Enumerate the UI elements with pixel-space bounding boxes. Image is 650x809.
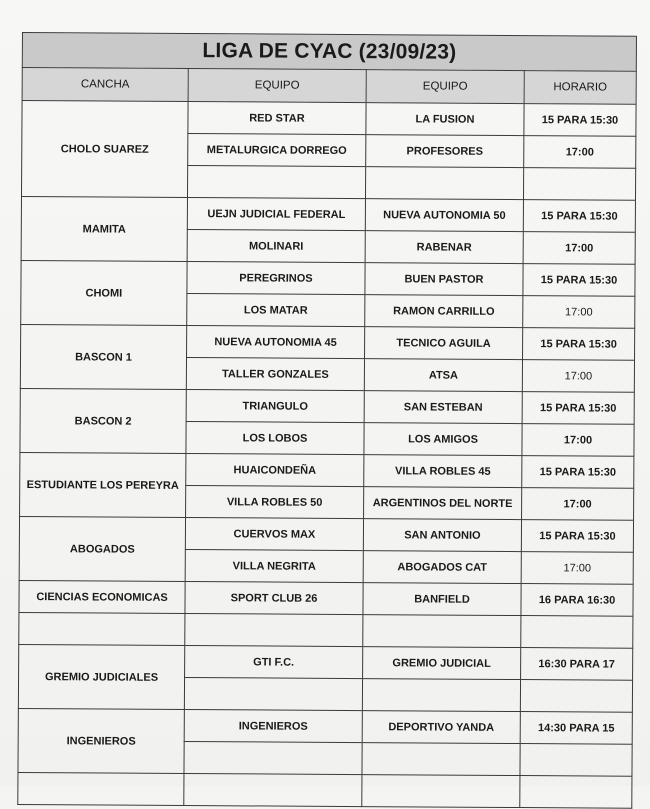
home-team-cell: PEREGRINOS bbox=[187, 262, 365, 295]
horario-cell: 16:30 PARA 17 bbox=[521, 648, 633, 681]
table-row bbox=[21, 324, 635, 360]
header-cancha: CANCHA bbox=[22, 68, 188, 102]
horario-cell: 15 PARA 15:30 bbox=[522, 456, 634, 489]
header-equipo-away: EQUIPO bbox=[366, 70, 524, 104]
home-team-cell: RED STAR bbox=[188, 102, 366, 135]
home-team-cell: HUAICONDEÑA bbox=[186, 454, 364, 487]
table-row bbox=[22, 101, 636, 137]
header-horario: HORARIO bbox=[524, 71, 636, 105]
away-team-cell: BUEN PASTOR bbox=[365, 263, 523, 296]
horario-cell: 17:00 bbox=[521, 552, 633, 585]
away-team-cell bbox=[365, 167, 523, 200]
away-team-cell: RAMON CARRILLO bbox=[365, 295, 523, 328]
table-row bbox=[20, 388, 634, 424]
home-team-cell: LOS MATAR bbox=[187, 294, 365, 327]
table-row bbox=[18, 708, 632, 744]
away-team-cell: ABOGADOS CAT bbox=[363, 551, 521, 584]
fixture-table bbox=[17, 32, 637, 809]
away-team-cell bbox=[362, 775, 520, 808]
away-team-cell bbox=[363, 615, 521, 648]
home-team-cell bbox=[185, 614, 363, 647]
home-team-cell: SPORT CLUB 26 bbox=[185, 582, 363, 615]
cancha-cell: MAMITA bbox=[21, 196, 187, 261]
home-team-cell: VILLA ROBLES 50 bbox=[186, 486, 364, 519]
table-row bbox=[18, 772, 632, 808]
cancha-cell: BASCON 1 bbox=[20, 324, 186, 389]
cancha-cell: CIENCIAS ECONOMICAS bbox=[19, 580, 185, 613]
cancha-cell bbox=[18, 772, 184, 805]
horario-cell bbox=[520, 776, 632, 809]
header-equipo-home: EQUIPO bbox=[188, 69, 366, 103]
table-row bbox=[19, 612, 633, 648]
cancha-cell: INGENIEROS bbox=[18, 708, 184, 773]
cancha-cell: ABOGADOS bbox=[19, 516, 185, 581]
table-row bbox=[19, 516, 633, 552]
page-title: LIGA DE CYAC (23/09/23) bbox=[22, 33, 636, 72]
cancha-cell: ESTUDIANTE LOS PEREYRA bbox=[20, 452, 186, 517]
header-row bbox=[22, 68, 636, 105]
home-team-cell bbox=[187, 166, 365, 199]
horario-cell bbox=[520, 744, 632, 777]
title-row bbox=[22, 33, 636, 72]
away-team-cell: BANFIELD bbox=[363, 583, 521, 616]
horario-cell: 15 PARA 15:30 bbox=[521, 520, 633, 553]
table-row bbox=[19, 644, 633, 680]
horario-cell: 17:00 bbox=[522, 488, 634, 521]
away-team-cell: ATSA bbox=[364, 359, 522, 392]
horario-cell: 15 PARA 15:30 bbox=[523, 200, 635, 233]
home-team-cell: METALURGICA DORREGO bbox=[188, 134, 366, 167]
home-team-cell bbox=[184, 678, 362, 711]
away-team-cell: NUEVA AUTONOMIA 50 bbox=[365, 199, 523, 232]
cancha-cell: CHOLO SUAREZ bbox=[21, 101, 188, 198]
away-team-cell: LA FUSION bbox=[366, 103, 524, 136]
table-row bbox=[21, 260, 635, 296]
table-row bbox=[19, 580, 633, 616]
away-team-cell: PROFESORES bbox=[366, 135, 524, 168]
horario-cell: 15 PARA 15:30 bbox=[524, 104, 636, 137]
table-row bbox=[20, 452, 634, 488]
home-team-cell: NUEVA AUTONOMIA 45 bbox=[187, 326, 365, 359]
horario-cell: 17:00 bbox=[523, 232, 635, 265]
cancha-cell: BASCON 2 bbox=[20, 388, 186, 453]
away-team-cell: LOS AMIGOS bbox=[364, 423, 522, 456]
cancha-cell bbox=[19, 612, 185, 645]
horario-cell: 16 PARA 16:30 bbox=[521, 584, 633, 617]
horario-cell: 17:00 bbox=[524, 136, 636, 169]
horario-cell bbox=[520, 680, 632, 713]
home-team-cell: MOLINARI bbox=[187, 230, 365, 263]
cancha-cell: GREMIO JUDICIALES bbox=[18, 644, 184, 709]
horario-cell: 15 PARA 15:30 bbox=[523, 264, 635, 297]
horario-cell: 17:00 bbox=[522, 424, 634, 457]
away-team-cell: SAN ANTONIO bbox=[363, 519, 521, 552]
home-team-cell bbox=[184, 774, 362, 807]
away-team-cell: VILLA ROBLES 45 bbox=[364, 455, 522, 488]
horario-cell: 14:30 PARA 15 bbox=[520, 712, 632, 745]
away-team-cell bbox=[362, 679, 520, 712]
away-team-cell: ARGENTINOS DEL NORTE bbox=[364, 487, 522, 520]
home-team-cell: INGENIEROS bbox=[184, 710, 362, 743]
home-team-cell: LOS LOBOS bbox=[186, 422, 364, 455]
home-team-cell bbox=[184, 742, 362, 775]
home-team-cell: TRIANGULO bbox=[186, 390, 364, 423]
horario-cell: 17:00 bbox=[523, 296, 635, 329]
home-team-cell: GTI F.C. bbox=[185, 646, 363, 679]
table-row bbox=[21, 196, 635, 232]
home-team-cell: UEJN JUDICIAL FEDERAL bbox=[187, 198, 365, 231]
away-team-cell: RABENAR bbox=[365, 231, 523, 264]
horario-cell bbox=[521, 616, 633, 649]
horario-cell: 17:00 bbox=[522, 360, 634, 393]
away-team-cell: TECNICO AGUILA bbox=[365, 327, 523, 360]
away-team-cell: GREMIO JUDICIAL bbox=[363, 647, 521, 680]
away-team-cell: DEPORTIVO YANDA bbox=[362, 711, 520, 744]
away-team-cell bbox=[362, 743, 520, 776]
home-team-cell: VILLA NEGRITA bbox=[185, 550, 363, 583]
horario-cell: 15 PARA 15:30 bbox=[522, 392, 634, 425]
horario-cell: 15 PARA 15:30 bbox=[523, 328, 635, 361]
home-team-cell: CUERVOS MAX bbox=[185, 518, 363, 551]
fixture-body bbox=[18, 101, 636, 809]
away-team-cell: SAN ESTEBAN bbox=[364, 391, 522, 424]
home-team-cell: TALLER GONZALES bbox=[186, 358, 364, 391]
horario-cell bbox=[523, 168, 635, 201]
cancha-cell: CHOMI bbox=[21, 260, 187, 325]
